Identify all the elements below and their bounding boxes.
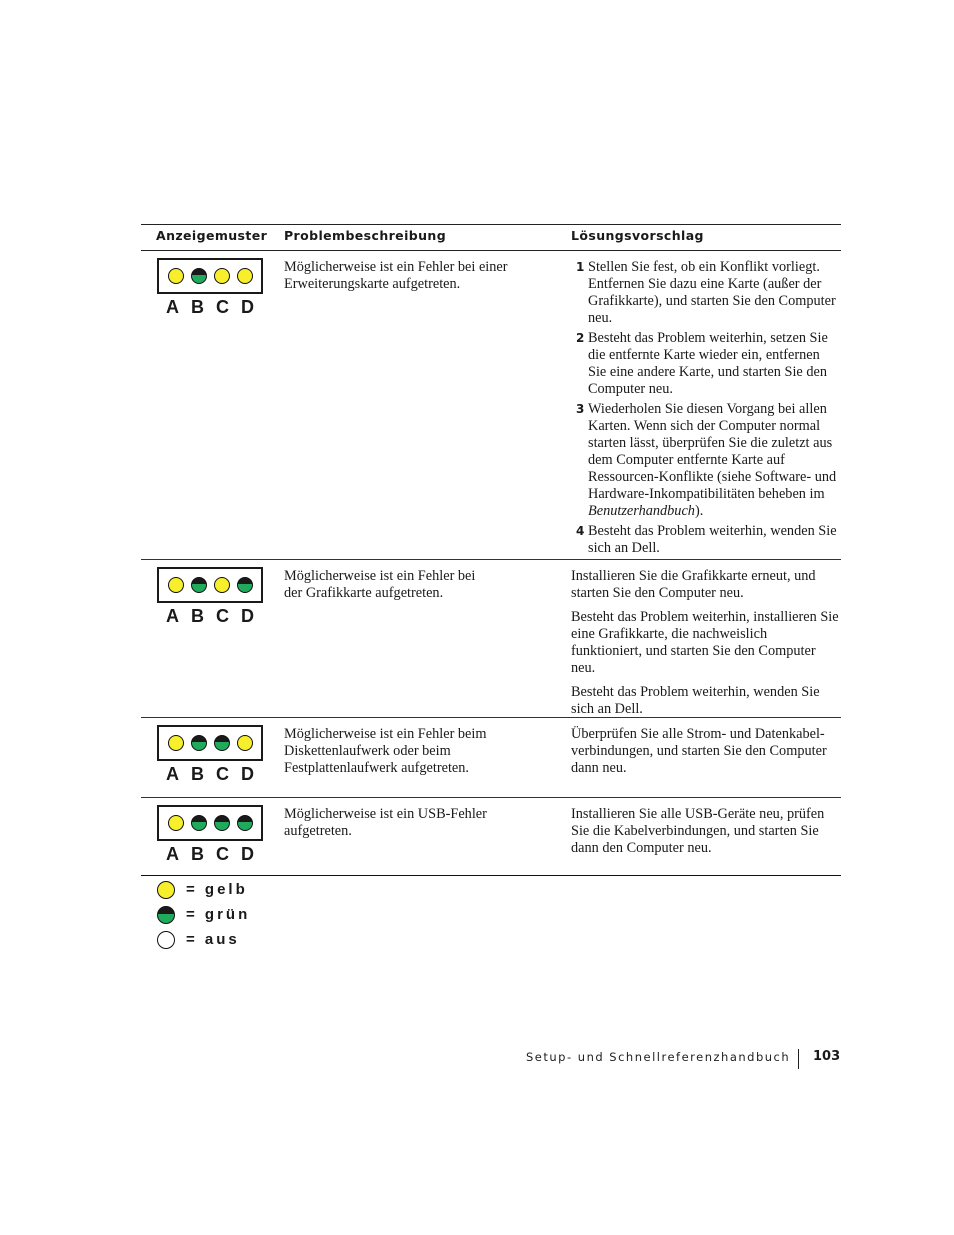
diagnostic-lights-table	[141, 224, 841, 876]
color-legend	[157, 877, 250, 952]
letter-d: D	[241, 606, 254, 626]
led-a	[168, 735, 184, 751]
led-b	[191, 577, 207, 593]
problem-description: Möglicherweise ist ein USB-Fehler aufgetreten.	[284, 806, 487, 839]
light-panel	[157, 567, 263, 603]
led-c	[214, 268, 230, 284]
step-1	[571, 259, 841, 327]
step-text: Besteht das Problem weiterhin, wenden Sie sich an Dell.	[588, 523, 837, 556]
header-pattern: Anzeigemuster	[156, 228, 268, 243]
led-letters	[157, 844, 263, 865]
light-panel	[157, 725, 263, 761]
solution-paragraph: Überprüfen Sie alle Strom- und Datenkabel-verbindungen, und starten Sie den Computer dann neu.	[571, 726, 827, 776]
light-panel	[157, 805, 263, 841]
manual-reference: Benutzerhandbuch	[588, 503, 695, 519]
table-row	[141, 560, 841, 718]
light-pattern	[157, 567, 263, 627]
table-row	[141, 718, 841, 798]
letter-b: B	[191, 297, 204, 317]
solution-paragraph: Besteht das Problem weiterhin, wenden Sie sich an Dell.	[571, 684, 820, 717]
legend-item-yellow	[157, 877, 250, 902]
led-a	[168, 815, 184, 831]
led-d	[237, 815, 253, 831]
letter-b: B	[191, 764, 204, 784]
light-pattern	[157, 725, 263, 785]
step-number: 3	[576, 402, 585, 416]
led-c	[214, 735, 230, 751]
led-d	[237, 268, 253, 284]
table-header	[141, 224, 841, 251]
led-b	[191, 735, 207, 751]
green-led-icon	[157, 906, 175, 924]
legend-label: = gelb	[186, 881, 248, 898]
page-number: 103	[813, 1049, 841, 1064]
step-text: Stellen Sie fest, ob ein Konflikt vorliegt. Entfernen Sie dazu eine Karte (außer der Grafikkarte), und starten Sie den Computer neu.	[588, 259, 836, 326]
legend-item-green	[157, 902, 250, 927]
problem-description: Möglicherweise ist ein Fehler beim Diskettenlaufwerk oder beim Festplattenlaufwerk aufgetreten.	[284, 726, 487, 776]
led-c	[214, 577, 230, 593]
led-a	[168, 268, 184, 284]
solution-text	[571, 726, 841, 784]
letter-a: A	[166, 764, 179, 784]
letter-d: D	[241, 844, 254, 864]
led-letters	[157, 606, 263, 627]
table-row	[141, 798, 841, 876]
letter-b: B	[191, 606, 204, 626]
letter-c: C	[216, 844, 229, 864]
solution-text	[571, 568, 841, 725]
header-problem: Problembeschreibung	[284, 228, 447, 243]
led-c	[214, 815, 230, 831]
step-2	[571, 330, 841, 398]
letter-a: A	[166, 606, 179, 626]
led-b	[191, 268, 207, 284]
step-4	[571, 523, 841, 557]
legend-label: = grün	[186, 906, 251, 923]
legend-label: = aus	[186, 931, 240, 948]
footer-title: Setup- und Schnellreferenzhandbuch	[526, 1050, 791, 1064]
letter-c: C	[216, 606, 229, 626]
led-b	[191, 815, 207, 831]
light-panel	[157, 258, 263, 294]
light-pattern	[157, 258, 263, 318]
step-text: Wiederholen Sie diesen Vorgang bei allen Karten. Wenn sich der Computer normal starten lässt, überprüfen Sie die zuletzt aus dem Computer entfernte Karte auf Ressourcen-Konflikte (siehe Software- und Hardware-Inkompatibilitäten beheben im	[588, 401, 837, 502]
off-led-icon	[157, 931, 175, 949]
letter-c: C	[216, 297, 229, 317]
step-text-tail: ).	[694, 503, 704, 519]
solution-paragraph: Besteht das Problem weiterhin, installieren Sie eine Grafikkarte, die nachweislich funktioniert, und starten Sie den Computer neu.	[571, 609, 839, 676]
led-letters	[157, 297, 263, 318]
step-3	[571, 401, 841, 520]
problem-description: Möglicherweise ist ein Fehler bei der Grafikkarte aufgetreten.	[284, 568, 476, 601]
solution-steps	[571, 259, 841, 560]
letter-b: B	[191, 844, 204, 864]
step-text: Besteht das Problem weiterhin, setzen Sie die entfernte Karte wieder ein, entfernen Sie eine andere Karte, und starten Sie den Computer neu.	[588, 330, 828, 397]
step-number: 2	[576, 331, 585, 345]
letter-a: A	[166, 844, 179, 864]
problem-description: Möglicherweise ist ein Fehler bei einer Erweiterungskarte aufgetreten.	[284, 259, 508, 292]
yellow-led-icon	[157, 881, 175, 899]
table-row	[141, 251, 841, 560]
step-number: 1	[576, 260, 585, 274]
letter-a: A	[166, 297, 179, 317]
header-solution: Lösungsvorschlag	[571, 228, 704, 243]
letter-c: C	[216, 764, 229, 784]
led-d	[237, 735, 253, 751]
step-number: 4	[576, 524, 585, 538]
letter-d: D	[241, 764, 254, 784]
solution-paragraph: Installieren Sie alle USB-Geräte neu, prüfen Sie die Kabelverbindungen, und starten Sie dann den Computer neu.	[571, 806, 825, 856]
led-letters	[157, 764, 263, 785]
legend-item-off	[157, 927, 250, 952]
led-a	[168, 577, 184, 593]
led-d	[237, 577, 253, 593]
solution-text	[571, 806, 841, 864]
letter-d: D	[241, 297, 254, 317]
solution-paragraph: Installieren Sie die Grafikkarte erneut, und starten Sie den Computer neu.	[571, 568, 816, 601]
footer-divider	[798, 1049, 799, 1069]
light-pattern	[157, 805, 263, 865]
